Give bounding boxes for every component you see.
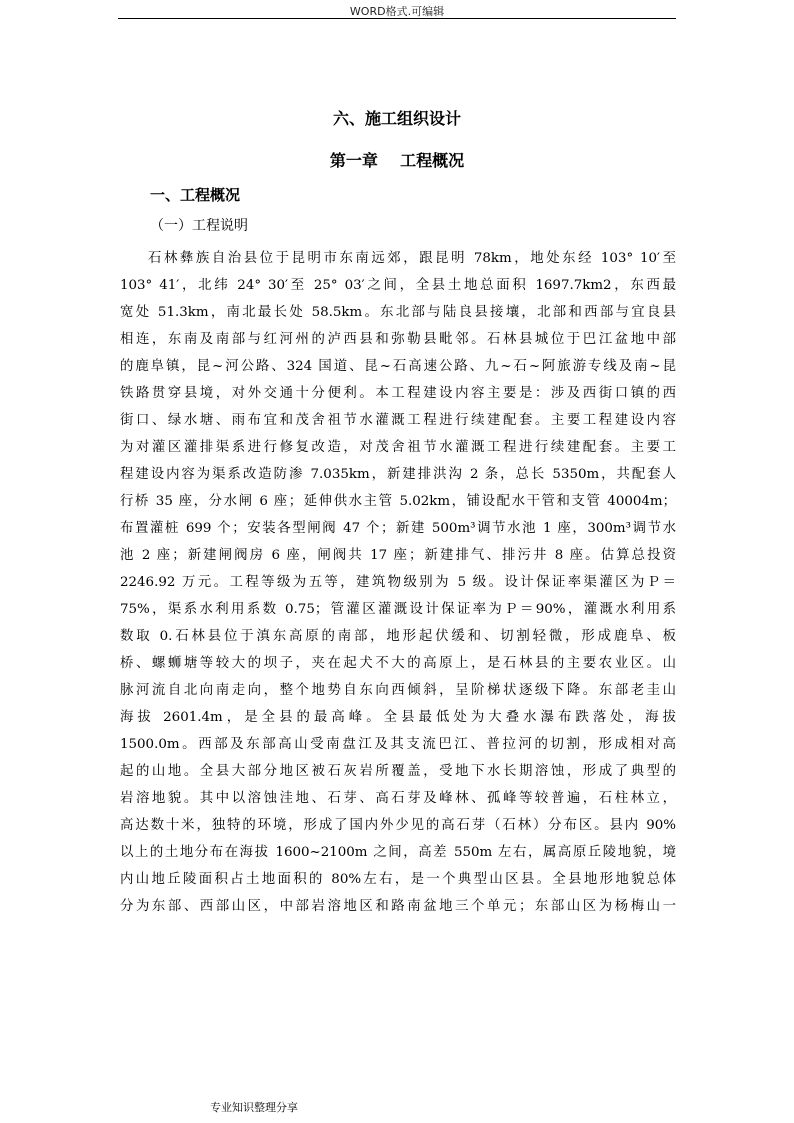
paragraph-line: 桥、螺蛳塘等较大的坝子，夹在起犬不大的高原上，是石林县的主要农业区。山	[120, 656, 676, 671]
paragraph-line: 石林彝族自治县位于昆明市东南远郊，跟昆明 78km，地处东经 103° 10′至	[148, 251, 676, 266]
paragraph-line: 数取 0.石林县位于滇东高原的南部，地形起伏缓和、切割轻微，形成鹿阜、板	[120, 629, 676, 644]
paragraph-line: 岩溶地貌。其中以溶蚀洼地、石芽、高石芽及峰林、孤峰等较普遍，石柱林立，	[120, 791, 676, 806]
paragraph-line: 为对灌区灌排渠系进行修复改造，对茂舍祖节水灌溉工程进行续建配套。主要工	[120, 440, 676, 455]
paragraph-line: 布置灌桩 699 个；安装各型闸阀 47 个；新建 500m³调节水池 1 座，300m³调节水	[120, 521, 676, 536]
paragraph-line: 海拔 2601.4m，是全县的最高峰。全县最低处为大叠水瀑布跌落处，海拔	[120, 710, 676, 725]
chapter-title: 第一章 工程概况	[329, 151, 465, 170]
body-paragraph	[120, 245, 676, 920]
paragraph-line: 的鹿阜镇，昆~河公路、324 国道、昆~石高速公路、九~石~阿旅游专线及南~昆	[120, 359, 676, 374]
paragraph-line: 铁路贯穿县境，对外交通十分便利。本工程建设内容主要是：涉及西街口镇的西	[120, 386, 676, 401]
paragraph-line: 脉河流自北向南走向，整个地势自东向西倾斜，呈阶梯状逐级下降。东部老圭山	[120, 683, 676, 698]
section-title: 六、施工组织设计	[332, 109, 461, 128]
paragraph-line: 2246.92 万元。工程等级为五等，建筑物级别为 5 级。设计保证率渠灌区为Ｐ＝	[120, 575, 676, 590]
paragraph-line: 相连，东南及南部与红河州的泸西县和弥勒县毗邻。石林县城位于巴江盆地中部	[120, 332, 676, 347]
paragraph-line: 1500.0m。西部及东部高山受南盘江及其支流巴江、普拉河的切割，形成相对高	[120, 737, 676, 752]
paragraph-line: 内山地丘陵面积占土地面积的 80%左右，是一个典型山区县。全县地形地貌总体	[120, 872, 676, 887]
paragraph-line: 宽处 51.3km，南北最长处 58.5km。东北部与陆良县接壤，北部和西部与宜良县	[120, 305, 676, 320]
paragraph-line: 75%，渠系水利用系数 0.75；管灌区灌溉设计保证率为Ｐ＝90%，灌溉水利用系	[120, 602, 676, 617]
paragraph-line: 街口、绿水塘、雨布宜和茂舍祖节水灌溉工程进行续建配套。主要工程建设内容	[120, 413, 676, 428]
header-divider	[118, 18, 676, 19]
subheading-project-description: （一）工程说明	[150, 218, 248, 234]
page-footer: 专业知识整理分享	[210, 1101, 298, 1114]
heading-project-overview: 一、工程概况	[150, 186, 241, 204]
page-header: WORD格式.可编辑	[349, 5, 445, 18]
paragraph-line: 103° 41′，北纬 24° 30′至 25° 03′之间，全县土地总面积 1697.7km2，东西最	[120, 278, 676, 293]
paragraph-line: 池 2 座；新建闸阀房 6 座，闸阀共 17 座；新建排气、排污井 8 座。估算总投资	[120, 548, 676, 563]
paragraph-line: 程建设内容为渠系改造防渗 7.035km，新建排洪沟 2 条，总长 5350m，共配套人	[120, 467, 676, 482]
paragraph-line: 起的山地。全县大部分地区被石灰岩所覆盖，受地下水长期溶蚀，形成了典型的	[120, 764, 676, 779]
paragraph-line: 高达数十米，独特的环境，形成了国内外少见的高石芽（石林）分布区。县内 90%	[120, 818, 676, 833]
paragraph-line: 行桥 35 座，分水闸 6 座；延伸供水主管 5.02km，铺设配水干管和支管 40004m；	[120, 494, 676, 509]
paragraph-line: 以上的土地分布在海拔 1600~2100m 之间，高差 550m 左右，属高原丘陵地貌，境	[120, 845, 676, 860]
paragraph-line: 分为东部、西部山区，中部岩溶地区和路南盆地三个单元；东部山区为杨梅山一	[120, 899, 676, 914]
